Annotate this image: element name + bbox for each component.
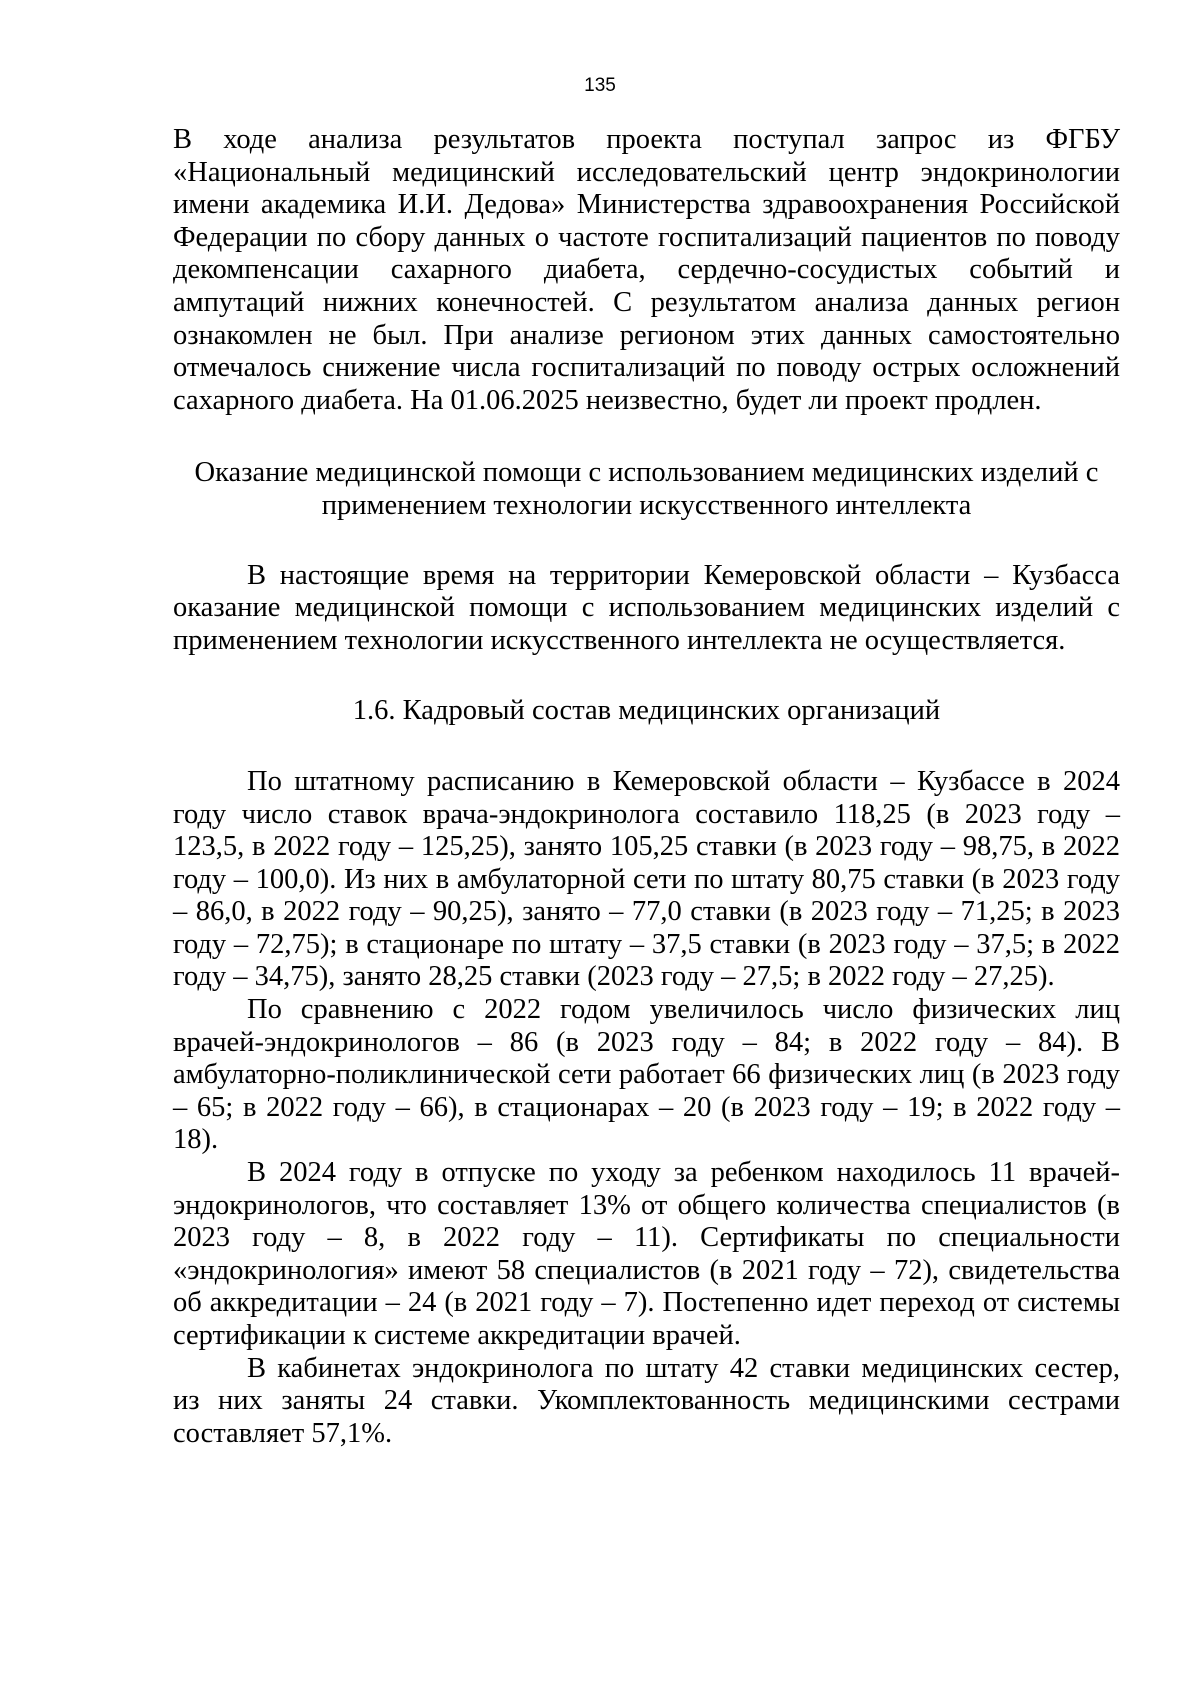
- ai-section-paragraph: В настоящие время на территории Кемеровской области – Кузбасса оказание медицинской помощи с использованием медицинских изделий с применением технологии искусственного интеллекта не осуществляется.: [173, 559, 1120, 656]
- staff-paragraph-positions: По штатному расписанию в Кемеровской области – Кузбассе в 2024 году число ставок врача-эндокринолога составило 118,25 (в 2023 году – 123,5, в 2022 году – 125,25), занято 105,25 ставки (в 2023 году – 98,75, в 2022 году – 100,0). Из них в амбулаторной сети по штату 80,75 ставки (в 2023 году – 86,0, в 2022 году – 90,25), занято – 77,0 ставки (в 2023 году – 71,25; в 2023 году – 72,75); в стационаре по штату – 37,5 ставки (в 2023 году – 37,5; в 2022 году – 34,75), занято 28,25 ставки (2023 году – 27,5; в 2022 году – 27,25).: [173, 765, 1120, 993]
- spacer: [173, 417, 1120, 457]
- spacer: [173, 728, 1120, 766]
- staff-section-heading: 1.6. Кадровый состав медицинских организаций: [352, 695, 941, 727]
- staff-paragraph-certification: В 2024 году в отпуске по уходу за ребенком находилось 11 врачей-эндокринологов, что составляет 13% от общего количества специалистов (в 2023 году – 8, в 2022 году – 11). Сертификаты по специальности «эндокринология» имеют 58 специалистов (в 2021 году – 72), свидетельства об аккредитации – 24 (в 2021 году – 7). Постепенно идет переход от системы сертификации к системе аккредитации врачей.: [173, 1157, 1120, 1351]
- ai-section-heading: Оказание медицинской помощи с использованием медицинских изделий с применением технологии искусственного интеллекта: [194, 457, 1099, 521]
- staff-paragraph-physicians: По сравнению с 2022 годом увеличилось число физических лиц врачей-эндокринологов – 86 (в 2023 году – 84; в 2022 году – 84). В амбулаторно-поликлинической сети работает 66 физических лиц (в 2023 году – 65; в 2022 году – 66), в стационарах – 20 (в 2023 году – 19; в 2022 году – 18).: [173, 994, 1120, 1156]
- document-body: [173, 124, 1120, 1450]
- spacer: [173, 657, 1120, 695]
- page-number: 135: [584, 75, 616, 96]
- staff-paragraph-nurses: В кабинетах эндокринолога по штату 42 ставки медицинских сестер, из них заняты 24 ставки. Укомплектованность медицинскими сестрами составляет 57,1%.: [173, 1352, 1120, 1449]
- intro-paragraph: В ходе анализа результатов проекта поступал запрос из ФГБУ «Национальный медицинский исследовательский центр эндокринологии имени академика И.И. Дедова» Министерства здравоохранения Российской Федерации по сбору данных о частоте госпитализаций пациентов по поводу декомпенсации сахарного диабета, сердечно-сосудистых событий и ампутаций нижних конечностей. С результатом анализа данных регион ознакомлен не был. При анализе регионом этих данных самостоятельно отмечалось снижение числа госпитализаций по поводу острых осложнений сахарного диабета. На 01.06.2025 неизвестно, будет ли проект продлен.: [173, 124, 1120, 416]
- spacer: [173, 523, 1120, 560]
